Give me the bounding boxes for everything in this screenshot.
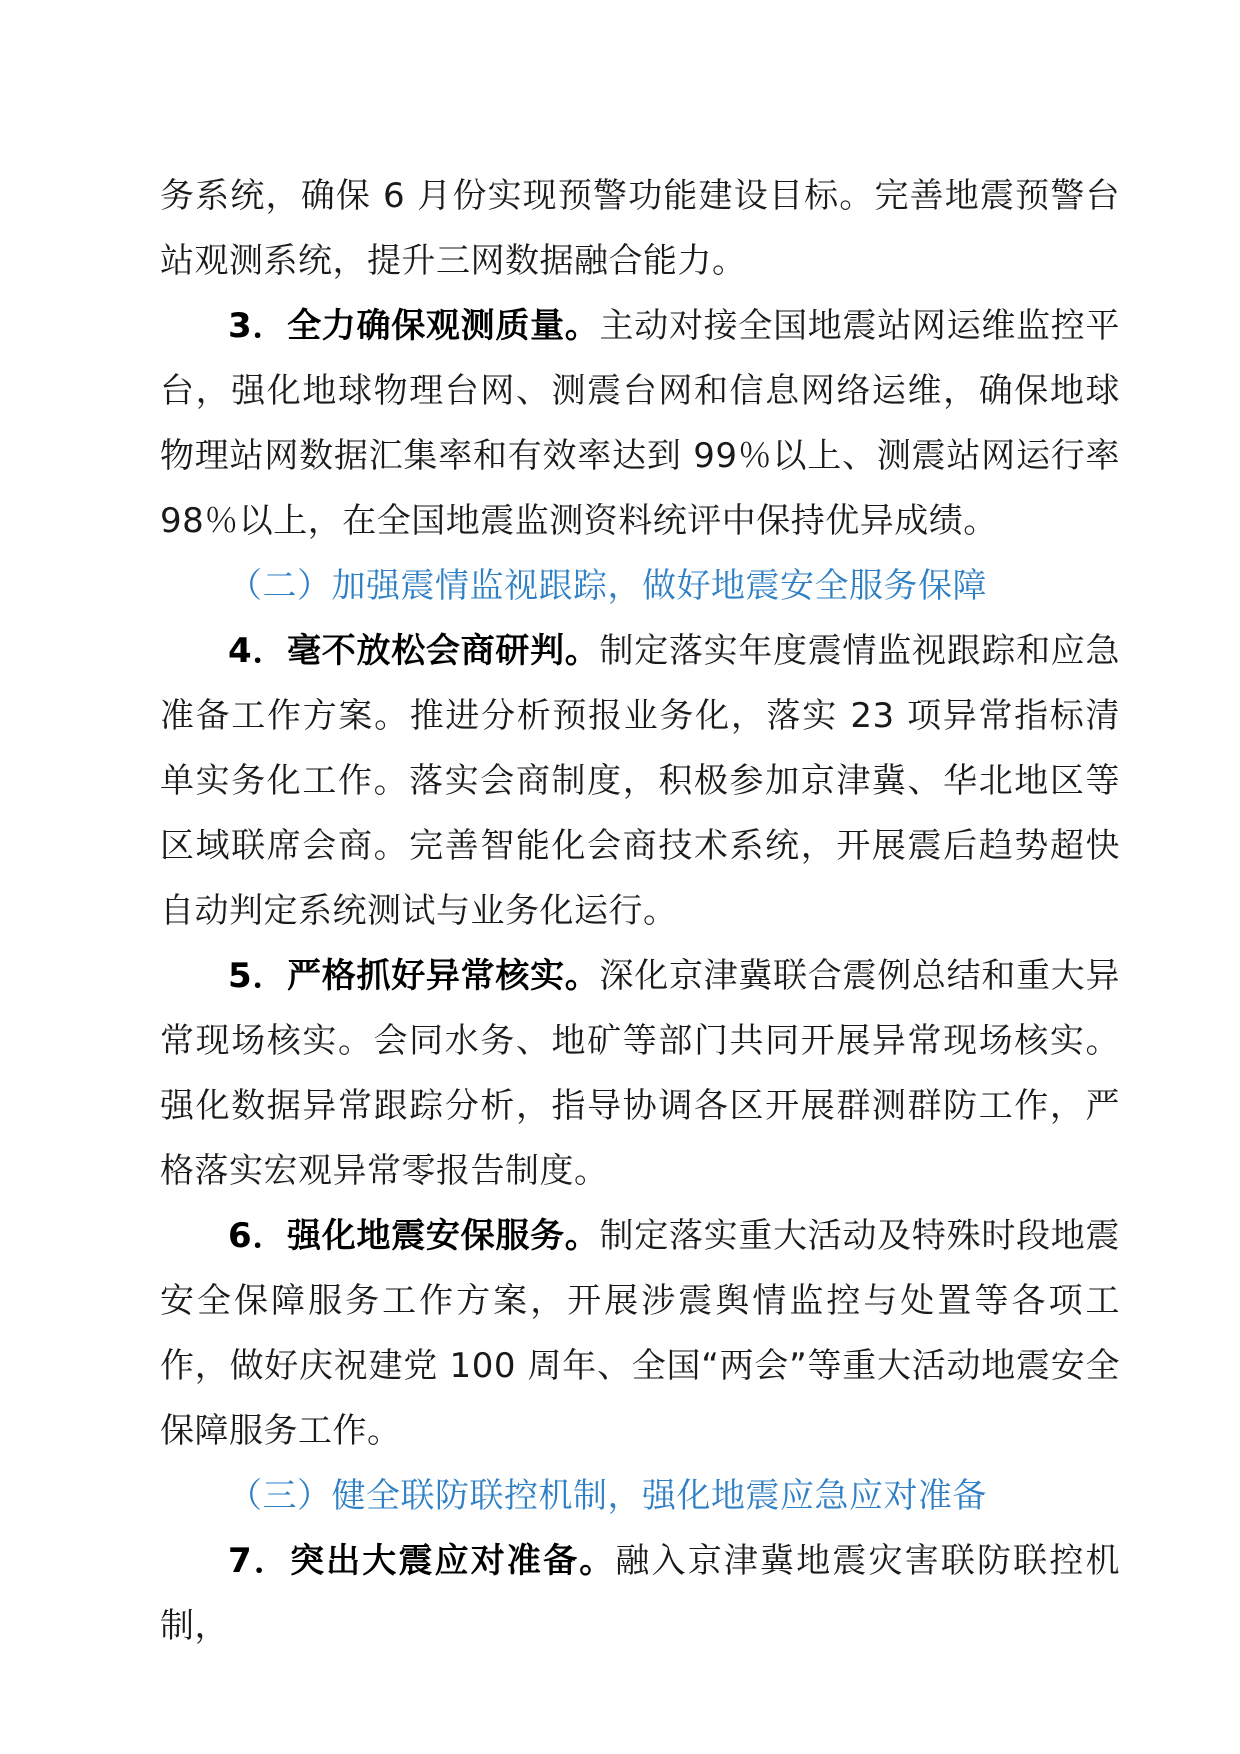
paragraph-body: 融入京津冀地震灾害联防联控机制， [160,1541,1120,1646]
paragraph-item-4 [160,619,1120,944]
paragraph-continuation [160,164,1120,294]
section-heading-3 [160,1464,1120,1529]
paragraph-item-5 [160,944,1120,1204]
item-lead: 3．全力确保观测质量。 [228,306,600,346]
item-lead: 4．毫不放松会商研判。 [228,631,600,671]
paragraph-body: 深化京津冀联合震例总结和重大异常现场核实。会同水务、地矿等部门共同开展异常现场核实。强化数据异常跟踪分析，指导协调各区开展群测群防工作，严格落实宏观异常零报告制度。 [160,956,1120,1191]
paragraph-item-6 [160,1204,1120,1464]
item-lead: 6．强化地震安保服务。 [228,1216,600,1256]
paragraph-item-3 [160,294,1120,554]
item-lead: 5．严格抓好异常核实。 [228,956,600,996]
paragraph-item-7 [160,1529,1120,1659]
section-heading-text: （三）健全联防联控机制，强化地震应急应对准备 [228,1476,987,1516]
item-lead: 7．突出大震应对准备。 [228,1541,616,1581]
section-heading-2 [160,554,1120,619]
paragraph-body: 制定落实重大活动及特殊时段地震安全保障服务工作方案，开展涉震舆情监控与处置等各项工作，做好庆祝建党 100 周年、全国“两会”等重大活动地震安全保障服务工作。 [160,1216,1120,1451]
section-heading-text: （二）加强震情监视跟踪，做好地震安全服务保障 [228,566,987,606]
document-page [160,164,1120,1659]
paragraph-body: 制定落实年度震情监视跟踪和应急准备工作方案。推进分析预报业务化，落实 23 项异常指标清单实务化工作。落实会商制度，积极参加京津冀、华北地区等区域联席会商。完善智能化会商技术系统，开展震后趋势超快自动判定系统测试与业务化运行。 [160,631,1120,931]
paragraph-body: 主动对接全国地震站网运维监控平台，强化地球物理台网、测震台网和信息网络运维，确保地球物理站网数据汇集率和有效率达到 99％以上、测震站网运行率 98％以上，在全国地震监测资料统评中保持优异成绩。 [160,306,1120,541]
paragraph-body: 务系统，确保 6 月份实现预警功能建设目标。完善地震预警台站观测系统，提升三网数据融合能力。 [160,176,1120,281]
